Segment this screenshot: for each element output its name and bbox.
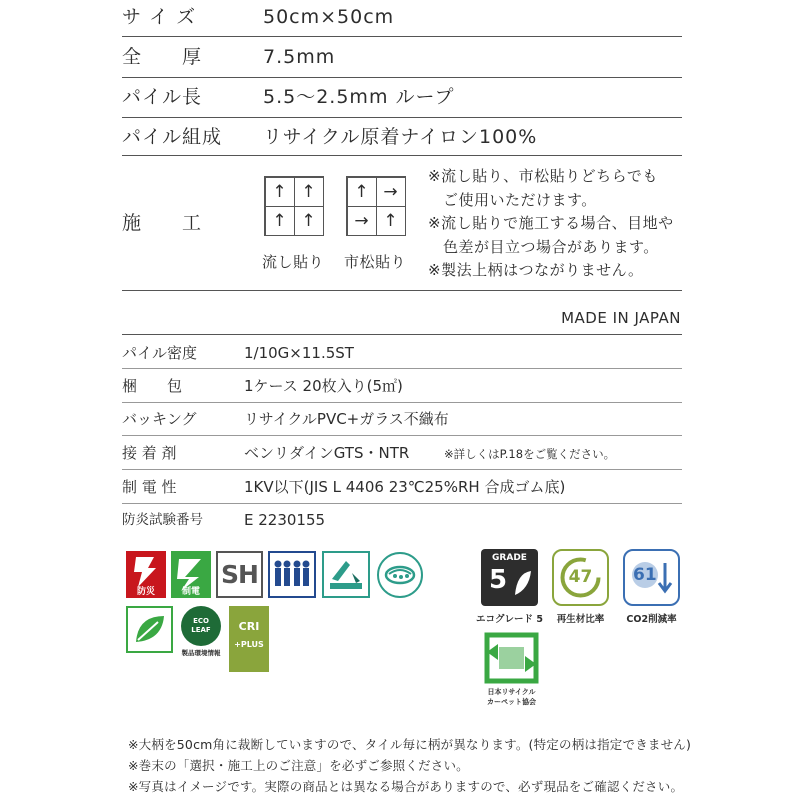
arrow-up-icon: ↑ — [265, 206, 295, 236]
spec2-row-density — [122, 335, 682, 369]
spec-label: パイル組成 — [122, 126, 223, 148]
recycled-ratio-caption: 再生材比率 — [556, 614, 605, 625]
leaf-mark — [128, 608, 171, 651]
spec-label: 梱 包 — [122, 377, 183, 395]
leaf-icon — [126, 606, 173, 653]
spec-row-pile-length — [122, 77, 682, 118]
arrow-up-icon: ↑ — [265, 177, 295, 207]
sick-house-icon — [216, 551, 263, 598]
stain-mark — [379, 554, 421, 596]
spec2-row-backing — [122, 402, 682, 436]
spec-label: パイル長 — [122, 86, 203, 108]
spec-label: 施 工 — [122, 212, 203, 234]
spec-row-thickness — [122, 36, 682, 78]
spec-label: 制 電 性 — [122, 478, 177, 496]
wet-floor-icon — [322, 551, 370, 598]
footnote: ※巻末の「選択・施工上のご注意」を必ずご参照ください。 — [128, 758, 469, 773]
grade-number: 5 — [489, 565, 508, 595]
co2-reduction-icon — [623, 549, 680, 606]
spec-value: リサイクル原着ナイロン100% — [263, 126, 538, 148]
spec-row-size — [122, 0, 682, 37]
install-notes — [428, 165, 674, 283]
eco-leaf-icon — [179, 606, 223, 660]
spec-label: 防炎試験番号 — [122, 512, 203, 528]
pattern-checker-diagram — [346, 176, 406, 236]
antistatic-icon — [171, 551, 211, 598]
recycled-ratio-value: 47 — [568, 567, 593, 587]
eco-grade-caption: エコグレード 5 — [476, 614, 543, 625]
pattern-straight-caption: 流し貼り — [262, 253, 325, 271]
pattern-straight-diagram — [264, 176, 324, 236]
eco-leaf-badge — [181, 606, 221, 646]
wet-floor-mark — [324, 553, 368, 596]
recycle-arrows-mark — [484, 632, 539, 684]
spec2-row-packing — [122, 368, 682, 403]
footnote: ※写真はイメージです。実際の商品とは異なる場合がありますので、必ず現品をご確認ください。 — [128, 779, 684, 794]
fire-prevention-label: 防災 — [136, 587, 155, 597]
spec-label: サ イ ズ — [122, 6, 197, 28]
eco-leaf-sublabel: 製品環境情報 — [181, 649, 221, 657]
eco-leaf-label: ECO LEAF — [191, 617, 211, 634]
spec-label: 全 厚 — [122, 46, 203, 68]
arrow-up-icon: ↑ — [294, 177, 324, 207]
spec-value: 1KV以下(JIS L 4406 23℃25%RH 合成ゴム底) — [244, 478, 566, 496]
spec-label: 接 着 剤 — [122, 444, 177, 462]
spec-value: 1ケース 20枚入り(5㎡) — [244, 377, 403, 395]
fire-prevention-icon — [126, 551, 166, 598]
stain-resistant-icon — [377, 552, 423, 598]
spec-value: E 2230155 — [244, 511, 326, 529]
spec-value: ベンリダインGTS・NTR — [244, 444, 410, 462]
grade-leaf-mark — [481, 549, 538, 606]
jrca-recycle-icon — [484, 632, 539, 684]
antistatic-label: 制電 — [181, 587, 200, 597]
install-note: ※製法上柄はつながりません。 — [428, 261, 644, 279]
arrow-right-icon: → — [376, 177, 406, 207]
jrca-caption-line: カーペット協会 — [487, 698, 536, 706]
install-note: ※流し貼り、市松貼りどちらでも — [428, 167, 658, 185]
spec-value: 5.5〜2.5mm ループ — [263, 86, 455, 108]
footnote: ※大柄を50cm角に裁断していますので、タイル毎に柄が異なります。(特定の柄は指定できません) — [128, 737, 692, 752]
install-note: 色差が目立つ場合があります。 — [443, 237, 659, 256]
jrca-caption-line: 日本リサイクル — [487, 688, 536, 696]
jrca-caption — [480, 687, 543, 707]
spec-value: リサイクルPVC+ガラス不織布 — [244, 410, 449, 428]
spec2-row-adhesive — [122, 435, 682, 470]
spec-value: 50cm×50cm — [263, 6, 395, 28]
sh-label: SH — [221, 560, 258, 589]
arrow-right-icon: → — [347, 206, 377, 236]
install-note: ※流し貼りで施工する場合、目地や — [428, 214, 674, 232]
spec2-row-antistatic — [122, 469, 682, 504]
arrow-up-icon: ↑ — [294, 206, 324, 236]
cri-label: CRI — [238, 620, 260, 633]
arrow-up-icon: ↑ — [376, 206, 406, 236]
spec-label: バッキング — [122, 410, 197, 428]
pattern-checker-caption: 市松貼り — [344, 253, 407, 271]
spec2-row-fireproof — [122, 503, 682, 537]
eco-grade-icon — [481, 549, 538, 606]
spec-value: 1/10G×11.5ST — [244, 344, 354, 362]
co2-reduction-caption: CO2削減率 — [626, 614, 677, 625]
people-mark — [270, 553, 314, 596]
co2-reduction-value: 61 — [633, 565, 657, 585]
recycled-ratio-icon — [552, 549, 609, 606]
grade-title: GRADE — [492, 553, 527, 563]
cri-plus-label: +PLUS — [234, 640, 264, 649]
universal-design-icon — [268, 551, 316, 598]
arrow-up-icon: ↑ — [347, 177, 377, 207]
cri-green-label-icon — [229, 606, 269, 672]
spec-value: 7.5mm — [263, 46, 336, 68]
spec-row-pile-composition — [122, 117, 682, 156]
spec-label: パイル密度 — [122, 344, 198, 362]
adhesive-note: ※詳しくはP.18をご覧ください。 — [444, 447, 616, 461]
origin-label: MADE IN JAPAN — [561, 309, 681, 327]
install-note: ご使用いただけます。 — [443, 190, 597, 209]
